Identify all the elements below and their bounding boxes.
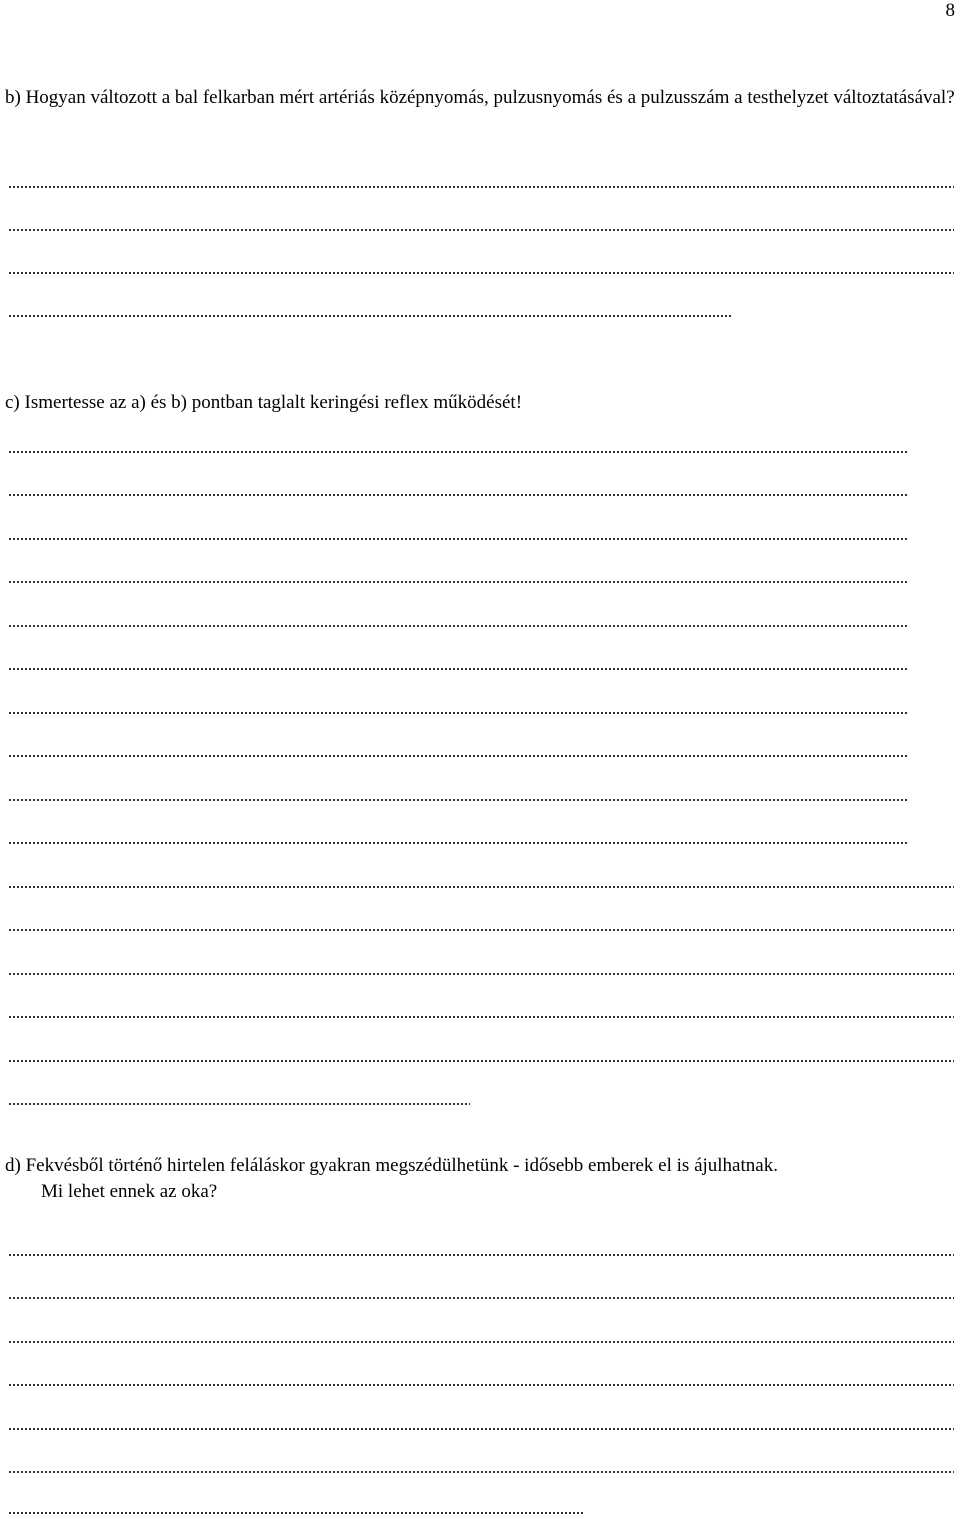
answer-line[interactable] [8, 315, 732, 317]
answer-line[interactable] [8, 1341, 954, 1343]
answer-line[interactable] [8, 1384, 954, 1386]
answer-line[interactable] [8, 842, 908, 844]
question-d-line2: Mi lehet ennek az oka? [41, 1181, 218, 1202]
answer-line[interactable] [8, 229, 954, 231]
answer-line[interactable] [8, 886, 954, 888]
answer-line[interactable] [8, 929, 954, 931]
answer-line[interactable] [8, 1512, 583, 1514]
answer-line[interactable] [8, 186, 954, 188]
answer-line[interactable] [8, 1103, 470, 1105]
answer-line[interactable] [8, 1297, 954, 1299]
question-c: c) Ismertesse az a) és b) pontban taglalt keringési reflex működését! [5, 392, 523, 413]
answer-line[interactable] [8, 494, 908, 496]
answer-line[interactable] [8, 799, 908, 801]
answer-line[interactable] [8, 1254, 954, 1256]
answer-line[interactable] [8, 1428, 954, 1430]
answer-line[interactable] [8, 538, 908, 540]
answer-line[interactable] [8, 712, 908, 714]
answer-line[interactable] [8, 668, 908, 670]
answer-line[interactable] [8, 1471, 954, 1473]
question-d-line1: d) Fekvésből történő hirtelen feláláskor gyakran megszédülhetünk - idősebb emberek el is ájulhatnak. [5, 1155, 778, 1176]
answer-line[interactable] [8, 1016, 954, 1018]
question-d [5, 1153, 955, 1205]
answer-line[interactable] [8, 973, 954, 975]
page-number: 8 [945, 0, 955, 21]
question-b: b) Hogyan változott a bal felkarban mért artériás középnyomás, pulzusnyomás és a pulzusszám a testhelyzet változtatásával? [5, 87, 955, 108]
answer-line[interactable] [8, 625, 908, 627]
answer-line[interactable] [8, 755, 908, 757]
answer-line[interactable] [8, 272, 954, 274]
answer-line[interactable] [8, 451, 908, 453]
answer-line[interactable] [8, 1060, 954, 1062]
answer-line[interactable] [8, 581, 908, 583]
